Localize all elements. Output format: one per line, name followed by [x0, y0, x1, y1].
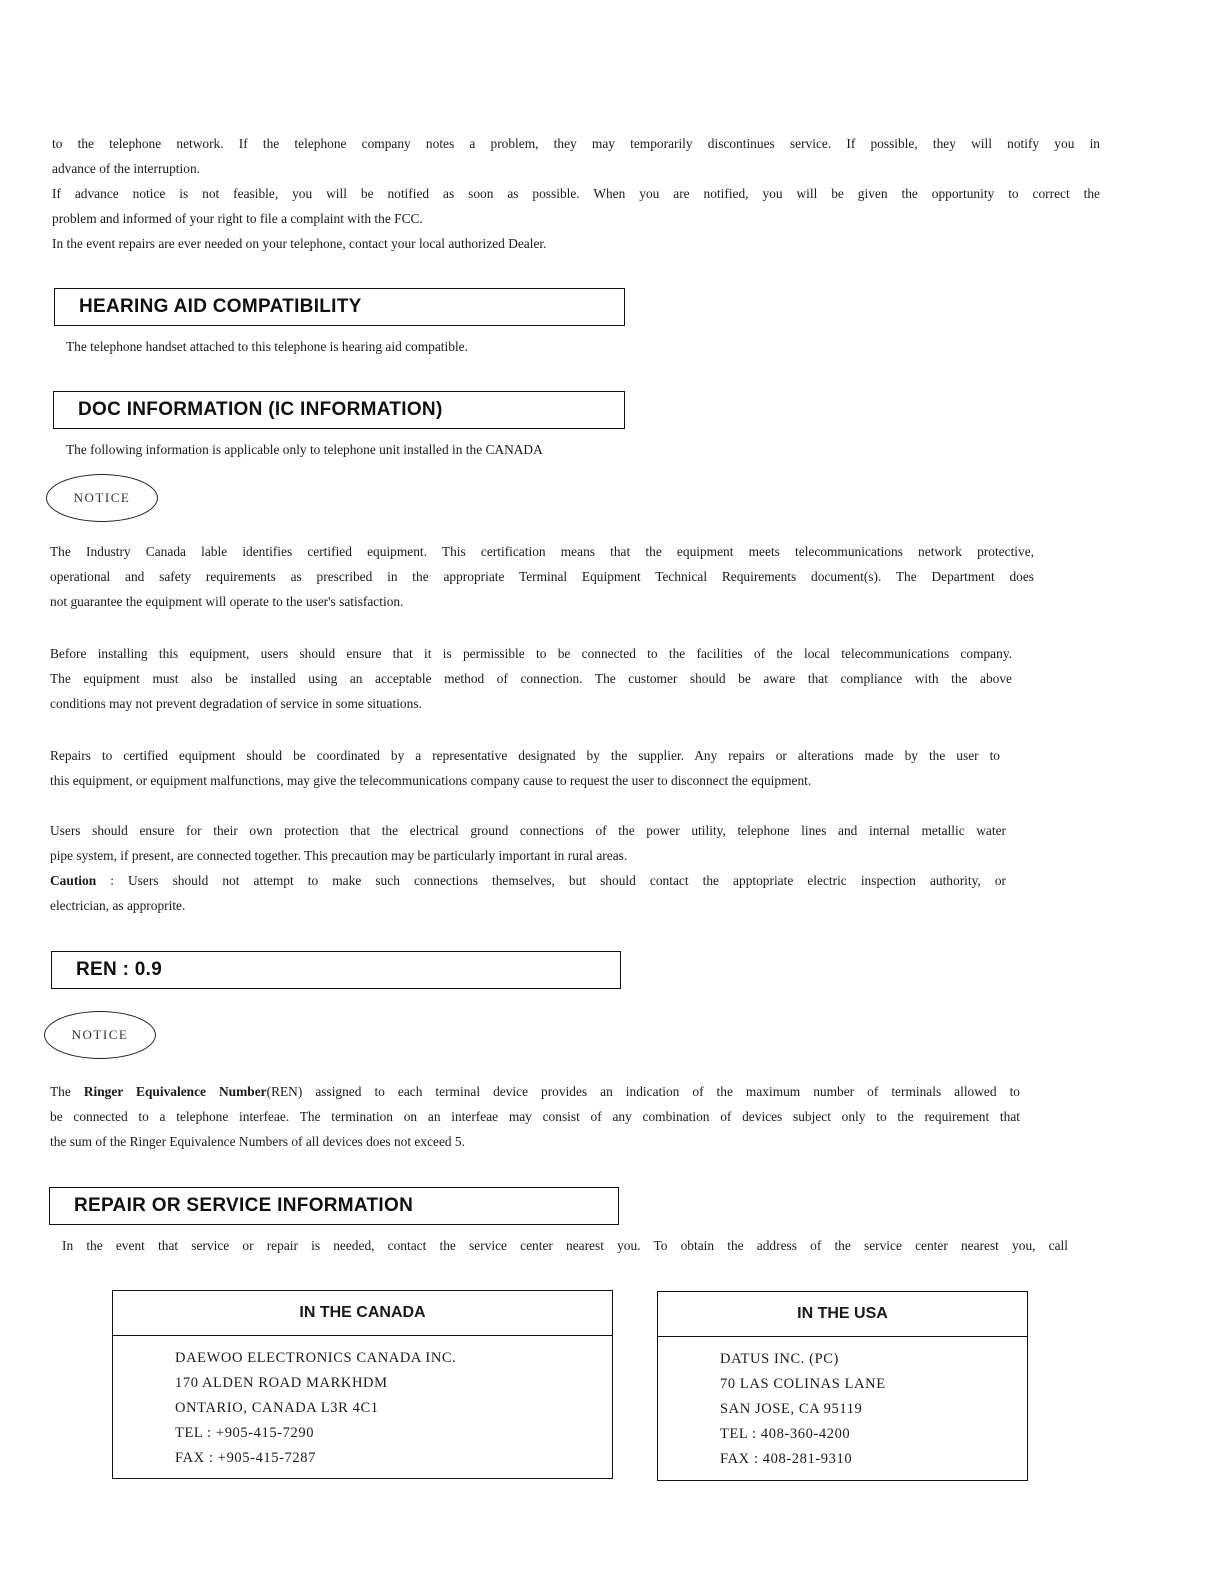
doc-information-text — [66, 437, 543, 462]
caution-line — [50, 868, 1006, 893]
text-line: The following information is applicable only to telephone unit installed in the CANADA — [66, 442, 543, 457]
text-line: not guarantee the equipment will operate to the user's satisfaction. — [50, 594, 404, 609]
text-line: be connected to a telephone interfeae. The termination on an interfeae may consist of any combination of devices subject only to the requirement that — [50, 1109, 1020, 1124]
text-line: In the event repairs are ever needed on your telephone, contact your local authorized Dealer. — [52, 236, 547, 251]
caution-label: Caution — [50, 873, 97, 888]
canada-address-title: IN THE CANADA — [113, 1291, 612, 1336]
address-line: SAN JOSE, CA 95119 — [720, 1401, 863, 1417]
repair-text — [62, 1233, 1068, 1258]
usa-address-box — [657, 1291, 1028, 1481]
heading-text: REPAIR OR SERVICE INFORMATION — [74, 1195, 414, 1216]
hearing-aid-heading — [54, 288, 625, 326]
text-line: In the event that service or repair is needed, contact the service center nearest you. To obtain the address of the service center nearest you, call — [62, 1238, 1068, 1253]
ren-paragraph — [50, 1079, 1020, 1154]
text-line: pipe system, if present, are connected together. This precaution may be particularly important in rural areas. — [50, 848, 628, 863]
address-line: DATUS INC. (PC) — [720, 1351, 839, 1367]
text-line: this equipment, or equipment malfunctions, may give the telecommunications company cause to request the user to disconnect the equipment. — [50, 773, 812, 788]
fcc-continuation — [52, 131, 1100, 256]
text-line: Users should ensure for their own protection that the electrical ground connections of the power utility, telephone lines and internal metallic water — [50, 823, 1006, 838]
text-line: Repairs to certified equipment should be coordinated by a representative designated by the supplier. Any repairs or alterations made by the user to — [50, 748, 1000, 763]
text-line: the sum of the Ringer Equivalence Numbers of all devices does not exceed 5. — [50, 1134, 465, 1149]
text-line: electrician, as approprite. — [50, 898, 186, 913]
text-run: (REN) assigned to each terminal device provides an indication of the maximum number of terminals allowed to — [266, 1084, 1020, 1099]
notice-badge — [46, 474, 158, 522]
address-line: FAX : +905-415-7287 — [175, 1450, 316, 1466]
text-line: to the telephone network. If the telephone company notes a problem, they may temporarily discontinues service. If possible, they will notify you in — [52, 136, 1100, 151]
address-line: DAEWOO ELECTRONICS CANADA INC. — [175, 1350, 457, 1366]
text-line: conditions may not prevent degradation of service in some situations. — [50, 696, 422, 711]
address-line: FAX : 408-281-9310 — [720, 1451, 853, 1467]
text-line: If advance notice is not feasible, you will be notified as soon as possible. When you are notified, you will be given the opportunity to correct the — [52, 186, 1100, 201]
users-paragraph — [50, 818, 1006, 918]
bold-term: Ringer Equivalence Number — [83, 1084, 267, 1099]
text-line: The Industry Canada lable identifies certified equipment. This certification means that the equipment meets telecommunications network protective, — [50, 544, 1034, 559]
text-line: operational and safety requirements as prescribed in the appropriate Terminal Equipment Technical Requirements document(s). The Department does — [50, 569, 1034, 584]
address-line: ONTARIO, CANADA L3R 4C1 — [175, 1400, 379, 1416]
address-line: TEL : +905-415-7290 — [175, 1425, 315, 1441]
text-run: The — [50, 1084, 84, 1099]
address-line: TEL : 408-360-4200 — [720, 1426, 851, 1442]
text-line: The equipment must also be installed using an acceptable method of connection. The customer should be aware that compliance with the above — [50, 671, 1012, 686]
hearing-aid-text — [66, 334, 468, 359]
text-line: The telephone handset attached to this telephone is hearing aid compatible. — [66, 339, 468, 354]
installation-paragraph — [50, 641, 1012, 716]
address-line: 170 ALDEN ROAD MARKHDM — [175, 1375, 388, 1391]
heading-text: REN : 0.9 — [76, 959, 163, 980]
repairs-paragraph — [50, 743, 1000, 793]
ren-heading — [51, 951, 621, 989]
industry-canada-paragraph — [50, 539, 1034, 614]
notice-label: NOTICE — [73, 490, 131, 505]
canada-address-box — [112, 1290, 613, 1479]
notice-label: NOTICE — [71, 1027, 129, 1042]
heading-text: HEARING AID COMPATIBILITY — [79, 296, 362, 317]
repair-heading — [49, 1187, 619, 1225]
text-line: problem and informed of your right to file a complaint with the FCC. — [52, 211, 423, 226]
address-line: 70 LAS COLINAS LANE — [720, 1376, 886, 1392]
text-line — [50, 1079, 1020, 1104]
text-line: advance of the interruption. — [52, 161, 200, 176]
heading-text: DOC INFORMATION (IC INFORMATION) — [78, 399, 443, 420]
doc-information-heading — [53, 391, 625, 429]
usa-address-title: IN THE USA — [658, 1292, 1027, 1337]
notice-badge — [44, 1011, 156, 1059]
caution-text: : Users should not attempt to make such connections themselves, but should contact the apptopriate electric inspection authority, or — [96, 873, 1006, 888]
text-line: Before installing this equipment, users should ensure that it is permissible to be connected to the facilities of the local telecommunications company. — [50, 646, 1012, 661]
